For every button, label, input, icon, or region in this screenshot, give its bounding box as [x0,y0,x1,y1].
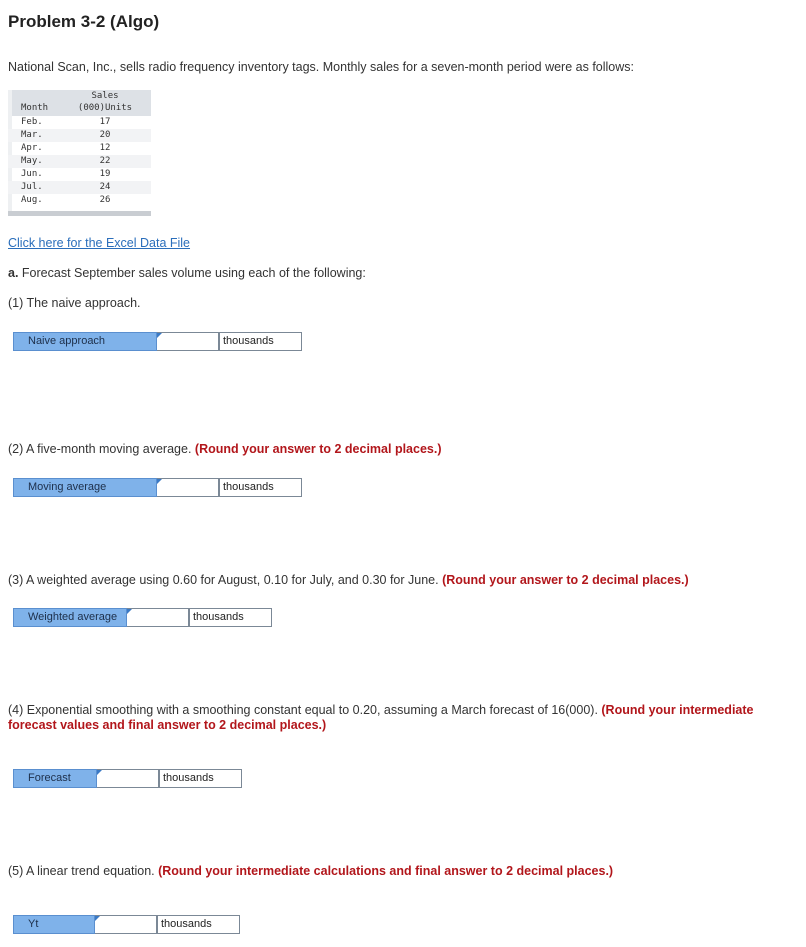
table-row: Aug. 26 [21,195,111,205]
header-sales: Sales [91,91,119,101]
q3-text: (3) A weighted average using 0.60 for August, 0.10 for July, and 0.30 for June. (Round your answer to 2 decimal places.) [8,573,689,587]
weighted-average-label: Weighted average [13,608,127,627]
weighted-average-row [13,608,272,627]
table-row: Mar. 20 [8,129,151,142]
moving-average-unit: thousands [219,478,302,497]
forecast-row [13,769,242,788]
intro-text: National Scan, Inc., sells radio frequency inventory tags. Monthly sales for a seven-month period were as follows: [8,60,635,74]
sales-table [8,90,151,218]
naive-approach-unit: thousands [219,332,302,351]
part-a-instruction: a. Forecast September sales volume using each of the following: [8,266,366,280]
weighted-average-input[interactable] [127,608,189,627]
table-row: May. 22 [8,155,151,168]
yt-unit: thousands [157,915,240,934]
yt-label: Yt [13,915,95,934]
weighted-average-unit: thousands [189,608,272,627]
table-row: Jun. 19 [21,169,111,179]
q4-text: (4) Exponential smoothing with a smoothing constant equal to 0.20, assuming a March forecast of 16(000). (Round your intermediate [8,703,754,717]
forecast-unit: thousands [159,769,242,788]
moving-average-input[interactable] [157,478,219,497]
header-units: (000)Units [77,103,133,113]
naive-approach-input[interactable] [157,332,219,351]
q5-text: (5) A linear trend equation. (Round your intermediate calculations and final answer to 2 decimal places.) [8,864,614,878]
q1-text: (1) The naive approach. [8,296,141,310]
problem-title: Problem 3-2 (Algo) [8,12,160,31]
table-row: Jul. 24 [8,181,151,194]
excel-data-link[interactable]: Click here for the Excel Data File [8,236,191,250]
yt-input[interactable] [95,915,157,934]
table-row: Feb. 17 [21,117,111,127]
q2-text: (2) A five-month moving average. (Round your answer to 2 decimal places.) [8,442,442,456]
naive-approach-label: Naive approach [13,332,157,351]
table-row: Apr. 12 [21,143,111,153]
naive-approach-row [13,332,302,351]
header-month: Month [21,103,49,113]
moving-average-row [13,478,302,497]
linear-trend-row [13,915,240,934]
q4-note-line2: forecast values and final answer to 2 decimal places.) [8,718,327,732]
forecast-label: Forecast [13,769,97,788]
forecast-input[interactable] [97,769,159,788]
moving-average-label: Moving average [13,478,157,497]
